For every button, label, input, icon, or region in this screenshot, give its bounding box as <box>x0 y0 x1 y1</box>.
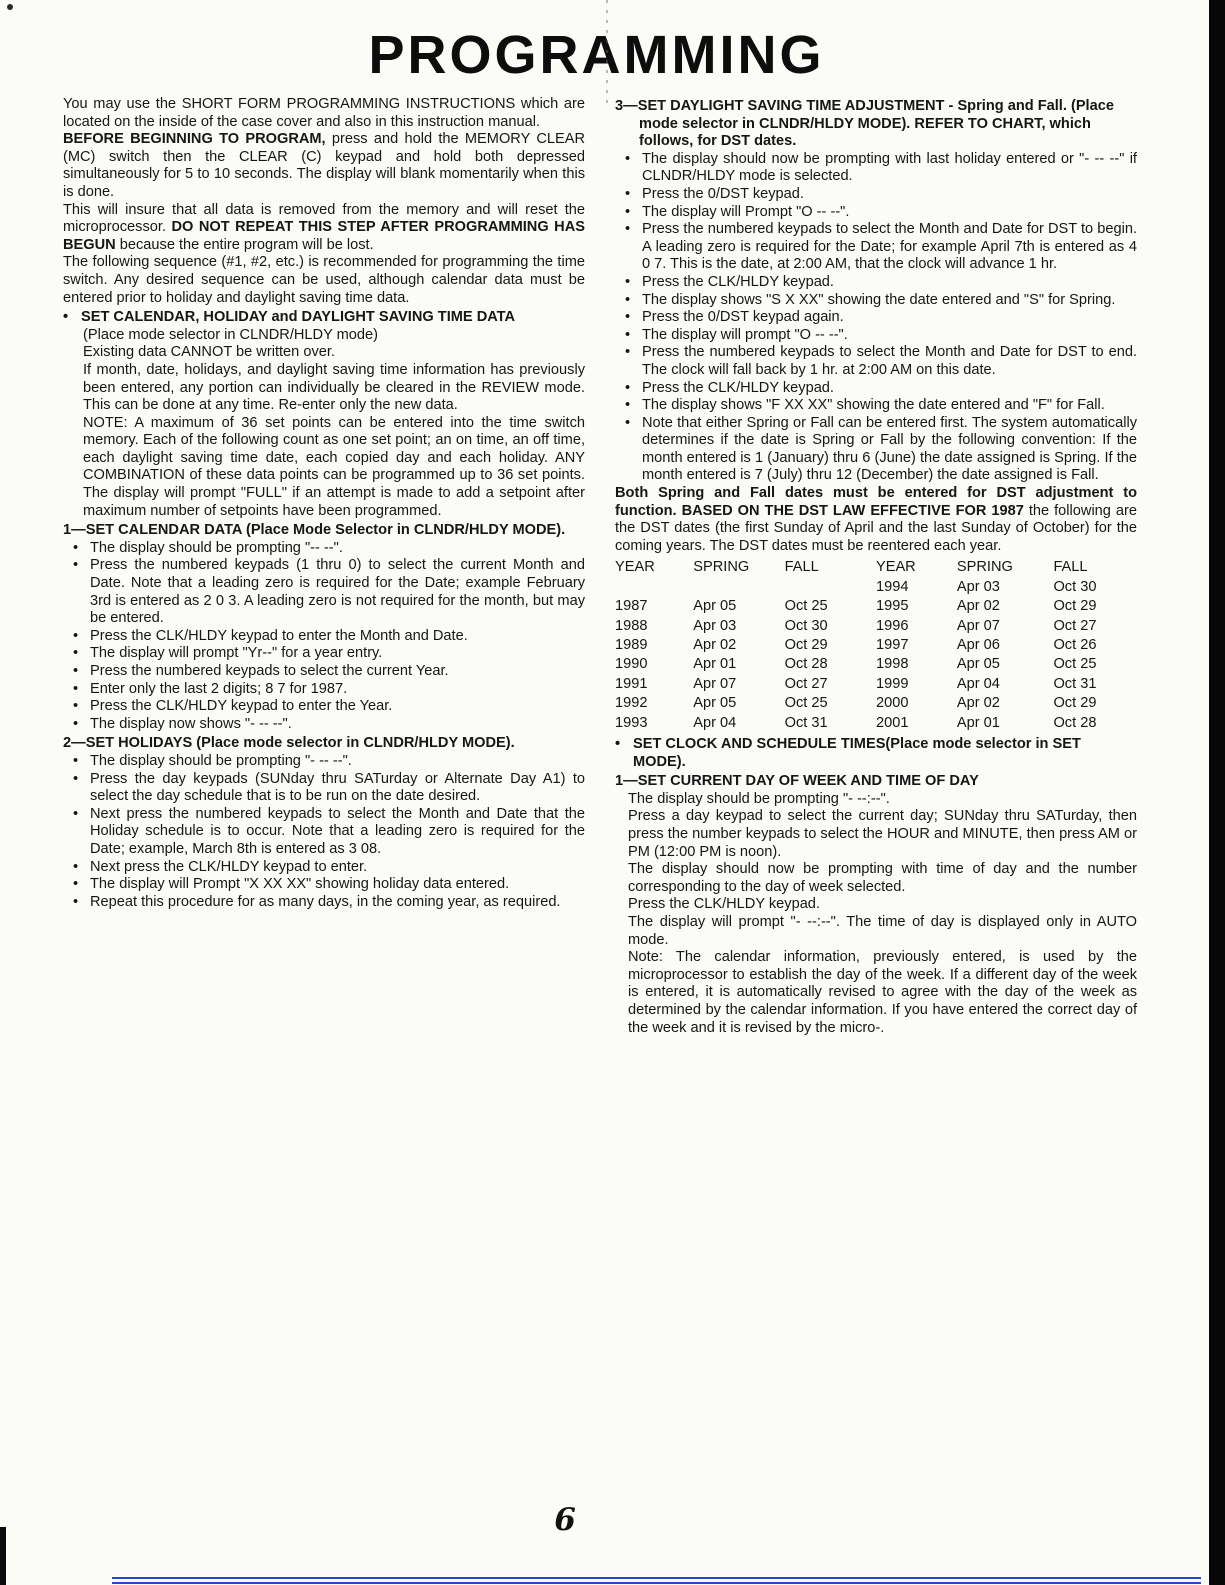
table-cell: Oct 30 <box>1053 578 1097 595</box>
list-item-text: The display should be prompting "- -- --". <box>90 752 352 769</box>
list-item-text: The display now shows "- -- --". <box>90 715 292 732</box>
list-item <box>615 204 1137 222</box>
table-cell: Apr 02 <box>956 695 1000 712</box>
bullet-icon: • <box>625 273 631 290</box>
list-item-text: Press the 0/DST keypad. <box>642 185 804 202</box>
bullet-icon: • <box>625 379 631 396</box>
table-header-cell: FALL <box>1053 559 1088 576</box>
bullet-icon: • <box>625 397 631 414</box>
table-cell: Oct 28 <box>784 656 828 673</box>
list-item <box>615 327 1137 345</box>
list-item-text: Press the CLK/HLDY keypad. <box>642 273 834 290</box>
bullet-icon: • <box>73 557 79 574</box>
bullet-icon: • <box>625 309 631 326</box>
table-cell: 1989 <box>615 637 648 654</box>
section2-bullet-list <box>63 753 585 911</box>
table-cell: Apr 01 <box>693 656 737 673</box>
list-item <box>63 663 585 681</box>
table-cell: 1990 <box>615 656 648 673</box>
list-item <box>63 876 585 894</box>
list-item <box>615 344 1137 379</box>
bullet-icon: • <box>625 221 631 238</box>
bottom-blue-rule <box>112 1577 1201 1584</box>
table-header-row <box>615 558 1137 577</box>
table-cell: 2001 <box>875 714 909 731</box>
text-run: This will insure that all data is removed from the memory and will reset the microprocessor. <box>63 201 585 236</box>
table-cell: Oct 27 <box>784 675 828 692</box>
list-item-text: The display shows "S X XX" showing the date entered and "S" for Spring. <box>642 291 1116 308</box>
bullet-icon: • <box>73 663 79 679</box>
table-cell: 1996 <box>875 617 909 634</box>
list-item-text: Repeat this procedure for as many days, in the coming year, as required. <box>90 893 561 910</box>
table-cell: 1992 <box>615 695 648 712</box>
scan-artifact-corner <box>0 1527 6 1585</box>
table-cell: Apr 07 <box>956 617 1000 634</box>
list-item <box>63 859 585 877</box>
table-row <box>615 694 1137 713</box>
list-item <box>63 681 585 699</box>
bullet-icon: • <box>73 805 79 822</box>
bullet-icon: • <box>73 539 79 556</box>
bullet-icon: • <box>73 752 79 769</box>
bullet-icon: • <box>73 698 79 715</box>
section1-heading: 1—SET CALENDAR DATA (Place Mode Selector in CLNDR/HLDY MODE). <box>63 522 566 539</box>
day-time-paragraph-block <box>615 791 1137 1037</box>
table-cell: Oct 29 <box>1053 598 1097 615</box>
table-cell: 1993 <box>615 714 648 731</box>
existing-data-paragraph: Existing data CANNOT be written over. <box>83 344 335 361</box>
sequence-paragraph: The following sequence (#1, #2, etc.) is recommended for programming the time switch. Any desired sequence can be used, although calendar data must be entered prior to holiday and daylight saving time data. <box>63 254 585 306</box>
list-item <box>615 292 1137 310</box>
scan-artifact-fold-line <box>606 0 608 110</box>
list-item <box>615 274 1137 292</box>
list-item <box>63 771 585 806</box>
list-item-text: The display will prompt "O -- --". <box>642 326 848 343</box>
table-cell: 1991 <box>615 675 648 692</box>
list-item-text: Press the numbered keypads to select the Month and Date for DST to begin. A leading zero is required for the Date; for example April 7th is entered as 4 0 7. This is the date, at 2:00 AM, that the clock will advance 1 hr. <box>642 221 1137 273</box>
table-cell: Apr 02 <box>693 637 737 654</box>
list-item-text: Press the numbered keypads to select the current Year. <box>90 663 449 679</box>
list-item <box>63 894 585 912</box>
paragraph: Press a day keypad to select the current day; SUNday thru SATurday, then press the number keypads to select the HOUR and MINUTE, then press AM or PM (12:00 PM is noon). <box>628 808 1137 860</box>
set-calendar-intro-block <box>63 327 585 521</box>
table-cell: Oct 30 <box>784 617 828 634</box>
bullet-icon: • <box>73 715 79 732</box>
list-item <box>63 753 585 771</box>
table-cell: Oct 25 <box>1053 656 1097 673</box>
dst-law-paragraph <box>615 485 1137 555</box>
table-row <box>615 597 1137 616</box>
table-cell: 2000 <box>875 695 909 712</box>
bullet-icon: • <box>625 203 631 220</box>
set-calendar-section-heading <box>63 309 585 327</box>
table-header-cell: SPRING <box>956 559 1013 576</box>
table-cell: Oct 31 <box>1053 675 1097 692</box>
section2-heading: 2—SET HOLIDAYS (Place mode selector in CLNDR/HLDY MODE). <box>63 735 515 752</box>
table-cell: Apr 03 <box>693 617 737 634</box>
table-row <box>615 636 1137 655</box>
section3-heading: 3—SET DAYLIGHT SAVING TIME ADJUSTMENT - Spring and Fall. (Place mode selector in CLNDR/HLDY MODE). REFER TO CHART, which follows, for DST dates. <box>615 98 1114 150</box>
table-cell: Apr 05 <box>956 656 1000 673</box>
before-programming-paragraph <box>63 131 585 201</box>
table-cell: 1999 <box>875 675 909 692</box>
bold-run: BEFORE BEGINNING TO PROGRAM, <box>63 131 326 148</box>
table-header-cell: SPRING <box>693 559 750 576</box>
bullet-icon: • <box>625 344 631 361</box>
table-cell: Apr 05 <box>693 598 737 615</box>
dst-dates-table <box>615 558 1137 733</box>
list-item <box>615 221 1137 274</box>
table-cell: 1994 <box>875 578 909 595</box>
table-cell: Apr 04 <box>956 675 1000 692</box>
list-item <box>63 716 585 734</box>
paragraph: The display should be prompting "- --:--". <box>628 790 890 807</box>
mode-note-paragraph: (Place mode selector in CLNDR/HLDY mode) <box>83 326 378 343</box>
text-run: press and hold the MEMORY CLEAR (MC) switch then the CLEAR (C) keypad and hold both depressed simultaneously for 5 to 10 seconds. The display will blank momentarily when this is done. <box>63 131 585 200</box>
page-number: 6 <box>554 1502 576 1538</box>
list-item-text: Press the CLK/HLDY keypad to enter the Year. <box>90 698 393 715</box>
list-item-text: Press the CLK/HLDY keypad. <box>642 379 834 396</box>
set-clock-section-heading <box>615 736 1137 771</box>
text-run: the following are the DST dates (the first Sunday of April and the last Sunday of October) for the coming years. The DST dates must be reentered each year. <box>615 502 1137 554</box>
table-cell: Oct 25 <box>784 598 828 615</box>
setpoints-note-paragraph: NOTE: A maximum of 36 set points can be entered into the time switch memory. Each of the following count as one set point; an on time, an off time, each daylight saving time date, each copied day and each holiday. ANY COMBINATION of these data points can be programmed up to 36 set points. The display will prompt "FULL" if an attempt is made to add a setpoint after maximum number of setpoints have been programmed. <box>83 414 585 519</box>
bullet-icon: • <box>625 150 631 167</box>
table-row <box>615 675 1137 694</box>
table-cell: 1988 <box>615 617 648 634</box>
intro-paragraph: You may use the SHORT FORM PROGRAMMING INSTRUCTIONS which are located on the inside of the case cover and also in this instruction manual. <box>63 96 585 130</box>
day-time-section-heading: 1—SET CURRENT DAY OF WEEK AND TIME OF DAY <box>615 773 979 790</box>
table-cell: Apr 06 <box>956 637 1000 654</box>
table-cell: Apr 01 <box>956 714 1000 731</box>
heading-text: SET CLOCK AND SCHEDULE TIMES(Place mode selector in SET MODE). <box>633 736 1081 770</box>
table-row <box>615 655 1137 674</box>
list-item <box>615 151 1137 186</box>
table-cell: Oct 25 <box>784 695 828 712</box>
table-cell: Apr 02 <box>956 598 1000 615</box>
table-cell: 1987 <box>615 598 648 615</box>
table-cell: Apr 05 <box>693 695 737 712</box>
table-cell <box>615 578 693 597</box>
bold-run: Both Spring and Fall dates must be entered for DST adjustment to function. BASED ON THE DST LAW EFFECTIVE FOR 1987 <box>615 485 1137 519</box>
table-cell: Oct 27 <box>1053 617 1097 634</box>
table-cell: 1998 <box>875 656 909 673</box>
bullet-icon: • <box>73 645 79 662</box>
table-cell: Apr 04 <box>693 714 737 731</box>
list-item <box>615 309 1137 327</box>
bullet-icon: • <box>73 770 79 787</box>
table-cell: Apr 07 <box>693 675 737 692</box>
clear-info-paragraph: If month, date, holidays, and daylight saving time information has previously been entered, any portion can individually be cleared in the REVIEW mode. This can be done at any time. Re-enter only the new data. <box>83 361 585 414</box>
list-item-text: Press the day keypads (SUNday thru SATurday or Alternate Day A1) to select the day schedule that is to be run on the date desired. <box>90 770 585 805</box>
bullet-icon: • <box>615 736 621 753</box>
list-item <box>63 645 585 663</box>
section3-bullet-list <box>615 151 1137 485</box>
table-cell: Oct 29 <box>784 637 828 654</box>
table-cell: 1997 <box>875 637 909 654</box>
list-item-text: Press the CLK/HLDY keypad to enter the Month and Date. <box>90 627 468 644</box>
table-cell: 1995 <box>875 598 909 615</box>
paragraph: The display should now be prompting with time of day and the number corresponding to the day of week selected. <box>628 861 1137 895</box>
bullet-icon: • <box>625 185 631 202</box>
text-run: because the entire program will be lost. <box>115 236 374 253</box>
memory-reset-warning-paragraph <box>63 202 585 255</box>
list-item <box>63 557 585 627</box>
table-cell: Apr 03 <box>956 578 1000 595</box>
list-item-text: Next press the numbered keypads to select the Month and Date that the Holiday schedule is to occur. Note that a leading zero is required for the Date; example, March 8th is entered as 3 08. <box>90 805 585 857</box>
list-item <box>615 186 1137 204</box>
table-row <box>615 617 1137 636</box>
scan-artifact-right-edge <box>1209 0 1225 1585</box>
bullet-icon: • <box>73 858 79 875</box>
bullet-icon: • <box>625 414 631 431</box>
list-item <box>615 380 1137 398</box>
list-item <box>63 698 585 716</box>
table-cell <box>785 578 876 597</box>
bullet-icon: • <box>73 876 79 893</box>
table-cell <box>693 578 784 597</box>
list-item-text: The display will Prompt "X XX XX" showing holiday data entered. <box>90 876 510 893</box>
bold-run: DO NOT REPEAT THIS STEP AFTER PROGRAMMING HAS BEGUN <box>63 219 585 253</box>
list-item-text: Next press the CLK/HLDY keypad to enter. <box>90 858 368 875</box>
table-cell: Oct 28 <box>1053 714 1097 731</box>
scan-artifact-speck <box>7 4 13 10</box>
two-column-layout <box>0 96 1225 1037</box>
table-row <box>615 714 1137 733</box>
right-column <box>615 96 1137 1037</box>
list-item-text: Press the numbered keypads (1 thru 0) to select the current Month and Date. Note that a leading zero is required for the Date; example February 3rd is entered as 2 0 3. A leading zero is not required for the month, but may be entered. <box>90 557 585 627</box>
section1-bullet-list <box>63 540 585 734</box>
list-item-text: The display shows "F XX XX" showing the date entered and "F" for Fall. <box>642 397 1105 414</box>
list-item-text: Press the 0/DST keypad again. <box>642 309 844 326</box>
list-item <box>63 540 585 558</box>
list-item-text: Enter only the last 2 digits; 8 7 for 1987. <box>90 680 348 697</box>
list-item <box>615 397 1137 415</box>
bullet-icon: • <box>63 309 69 326</box>
list-item <box>615 415 1137 485</box>
list-item-text: The display should now be prompting with last holiday entered or "- -- --" if CLNDR/HLDY mode is selected. <box>642 150 1137 185</box>
list-item-text: The display should be prompting "-- --". <box>90 539 343 556</box>
table-header-cell: YEAR <box>875 559 916 576</box>
paragraph: Press the CLK/HLDY keypad. <box>628 896 820 913</box>
list-item <box>63 806 585 859</box>
paragraph: Note: The calendar information, previously entered, is used by the microprocessor to establish the day of the week. If a different day of the week is entered, it is automatically revised to agree with the day of the week as determined by the calendar information. If you have entered the correct day of the week and it is revised by the micro-. <box>628 949 1137 1036</box>
table-cell: Oct 29 <box>1053 695 1097 712</box>
table-cell: Oct 31 <box>784 714 828 731</box>
table-cell: Oct 26 <box>1053 637 1097 654</box>
table-row <box>615 578 1137 597</box>
heading-text: SET CALENDAR, HOLIDAY and DAYLIGHT SAVING TIME DATA <box>81 309 516 326</box>
paragraph: The display will prompt "- --:--". The time of day is displayed only in AUTO mode. <box>628 914 1137 948</box>
bullet-icon: • <box>73 627 79 644</box>
table-header-cell: FALL <box>784 559 819 576</box>
list-item-text: Note that either Spring or Fall can be entered first. The system automatically determines if the date is Spring or Fall by the following convention: If the month entered is 1 (January) thru 6 (June) the date assigned is Spring. If the month entered is 7 (July) thru 12 (December) the date assigned is Fall. <box>642 414 1137 484</box>
table-header-cell: YEAR <box>615 559 655 576</box>
list-item-text: Press the numbered keypads to select the Month and Date for DST to end. The clock will fall back by 1 hr. at 2:00 AM on this date. <box>642 344 1137 378</box>
bullet-icon: • <box>625 291 631 308</box>
list-item-text: The display will Prompt "O -- --". <box>642 203 850 220</box>
bullet-icon: • <box>73 893 79 910</box>
bullet-icon: • <box>625 326 631 343</box>
bullet-icon: • <box>73 680 79 697</box>
list-item <box>63 628 585 646</box>
page-title: PROGRAMMING <box>368 25 825 85</box>
list-item-text: The display will prompt "Yr--" for a year entry. <box>90 645 383 662</box>
left-column <box>63 96 585 1037</box>
